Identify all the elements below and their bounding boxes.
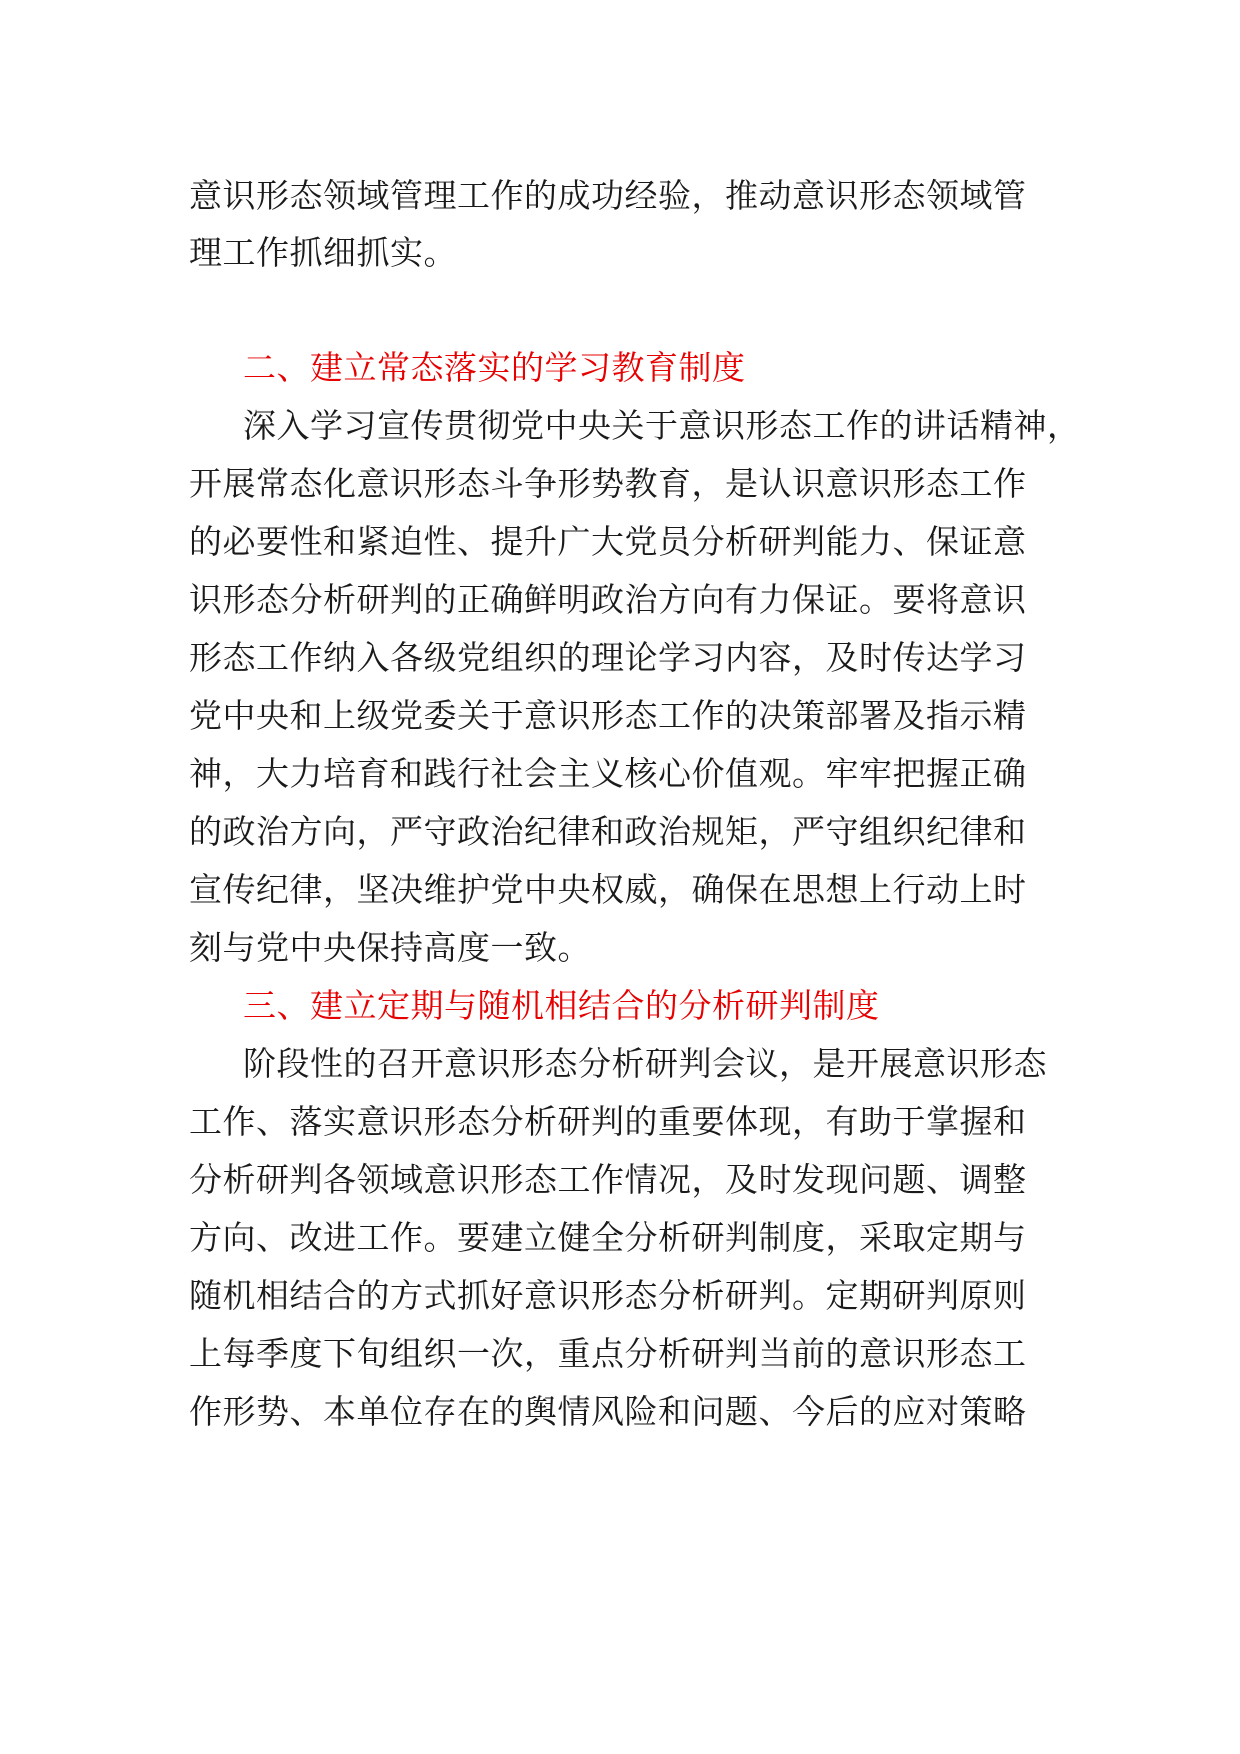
body-text-line: 开展常态化意识形态斗争形势教育，是认识意识形态工作 <box>189 464 1027 503</box>
body-text-line: 识形态分析研判的正确鲜明政治方向有力保证。要将意识 <box>189 580 1027 619</box>
section-heading-2: 二、建立常态落实的学习教育制度 <box>243 348 746 387</box>
body-text-line: 刻与党中央保持高度一致。 <box>189 928 591 967</box>
body-text-line: 的政治方向，严守政治纪律和政治规矩，严守组织纪律和 <box>189 812 1027 851</box>
paragraph-first-line: 深入学习宣传贯彻党中央关于意识形态工作的讲话精神， <box>243 406 1081 445</box>
body-text-line: 随机相结合的方式抓好意识形态分析研判。定期研判原则 <box>189 1276 1027 1315</box>
section-heading-3: 三、建立定期与随机相结合的分析研判制度 <box>243 986 880 1025</box>
body-text-line: 神，大力培育和践行社会主义核心价值观。牢牢把握正确 <box>189 754 1027 793</box>
paragraph-first-line: 阶段性的召开意识形态分析研判会议，是开展意识形态 <box>243 1044 1047 1083</box>
body-text-line: 作形势、本单位存在的舆情风险和问题、今后的应对策略 <box>189 1392 1027 1431</box>
body-text-line: 形态工作纳入各级党组织的理论学习内容，及时传达学习 <box>189 638 1027 677</box>
body-text-line: 理工作抓细抓实。 <box>189 233 457 272</box>
body-text-line: 分析研判各领域意识形态工作情况，及时发现问题、调整 <box>189 1160 1027 1199</box>
body-text-line: 意识形态领域管理工作的成功经验，推动意识形态领域管 <box>189 176 1027 215</box>
body-text-line: 工作、落实意识形态分析研判的重要体现，有助于掌握和 <box>189 1102 1027 1141</box>
body-text-line: 的必要性和紧迫性、提升广大党员分析研判能力、保证意 <box>189 522 1027 561</box>
body-text-line: 方向、改进工作。要建立健全分析研判制度，采取定期与 <box>189 1218 1027 1257</box>
body-text-line: 宣传纪律，坚决维护党中央权威，确保在思想上行动上时 <box>189 870 1027 909</box>
body-text-line: 党中央和上级党委关于意识形态工作的决策部署及指示精 <box>189 696 1027 735</box>
body-text-line: 上每季度下旬组织一次，重点分析研判当前的意识形态工 <box>189 1334 1027 1373</box>
